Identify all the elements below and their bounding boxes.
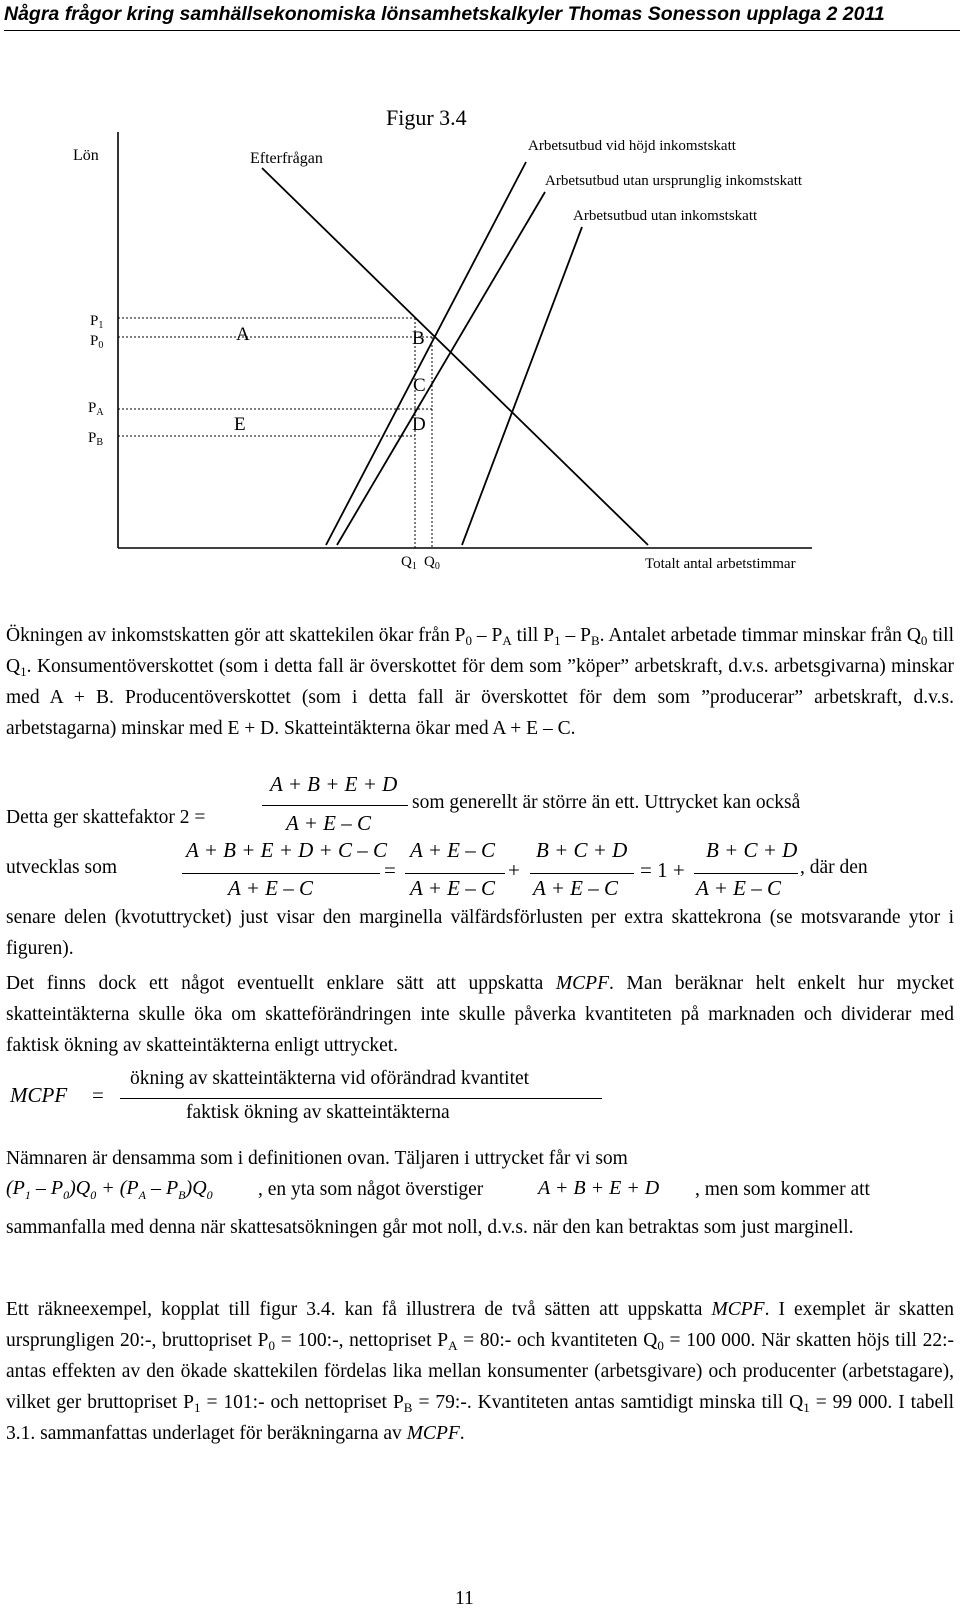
label-q0: $Q_0$ — [424, 554, 440, 572]
som-generellt-text: som generellt är större än ett. Uttrycket kan också — [412, 792, 801, 813]
f1-fraction-line — [262, 805, 408, 806]
supply-curve-no-tax — [462, 227, 582, 545]
supply-label-no-tax: Arbetsutbud utan inkomstskatt — [573, 208, 758, 224]
supply-label-raised-tax: Arbetsutbud vid höjd inkomstskatt — [528, 138, 736, 154]
paragraph-2: senare delen (kvotuttrycket) just visar den marginella välfärdsförlusten per extra skattekrona (se motsvarande ytor i figuren). — [6, 907, 954, 959]
f1-denominator: A + E – C — [286, 811, 371, 835]
expr-left: $(P_1 - P_0)Q_0 + (P_A - P_B)Q_0$ — [6, 1177, 213, 1202]
f3-plus: + — [508, 858, 520, 882]
f4-numerator: B + C + D — [536, 838, 628, 862]
paragraph-4-end: , men som kommer att — [695, 1179, 870, 1200]
label-pb: $P_B$ — [88, 430, 104, 448]
paragraph-3: Det finns dock ett något eventuellt enklare sätt att uppskatta MCPF. Man beräknar helt enkelt hur mycket skatteintäkterna skulle öka om skatteförändringen inte skulle påverka kvantiteten på marknaden och dividerar med faktisk ökning av skatteintäkterna enligt uttrycket. — [6, 973, 954, 1056]
mcpf-equals: = — [92, 1083, 104, 1107]
f3-numerator: A + E – C — [410, 838, 495, 862]
f3-fraction-line — [405, 873, 505, 874]
f3-denominator: A + E – C — [410, 876, 495, 900]
header-rule — [4, 30, 960, 31]
label-q1: $Q_1$ — [401, 554, 417, 572]
mcpf-denominator: faktisk ökning av skatteintäkterna — [186, 1102, 450, 1123]
x-axis-label: Totalt antal arbetstimmar — [645, 556, 796, 572]
paragraph-5: Ett räkneexempel, kopplat till figur 3.4. kan få illustrera de två sätten att uppskatta MCPF. I exemplet är skatten ursprungligen 20:-, bruttopriset $P_0$ = 100:-, nettopriset $P_A$ = 80:- och kvantiteten $Q_0 = 100$ 000. När skatten höjs till 22:- antas effekten av den ökade skattekilen fördelas lika mellan konsumenter (arbetsgivare) och producenter (arbetstagare), vilket ger bruttopriset $P_1$ = 101:- och nettopriset $P_B$ = 79:-. Kvantiteten antas samtidigt minska till $Q_1 = 99$ 000. I tabell 3.1. sammanfattas underlaget för beräkningarna av MCPF. — [6, 1299, 954, 1444]
mcpf-symbol: MCPF — [10, 1083, 68, 1107]
dar-den-text: , där den — [800, 857, 868, 878]
area-a: A — [236, 324, 250, 345]
label-p0: $P_0$ — [90, 333, 104, 351]
f1-numerator: A + B + E + D — [270, 772, 398, 796]
paragraph-4-line-1: Nämnaren är densamma som i definitionen ovan. Täljaren i uttrycket får vi som — [6, 1148, 628, 1169]
area-b: B — [412, 328, 425, 349]
demand-label: Efterfrågan — [250, 150, 323, 167]
paragraph-1: Ökningen av inkomstskatten gör att skattekilen ökar från $P_0 - P_A$ till $P_1 - P_B$. Antalet arbetade timmar minskar från $Q_0$ till $Q_1$. Konsumentöverskottet (som i detta fall är överskottet för dem som ”köper” arbetskraft, d.v.s. arbetsgivarna) minskar med A + B. Producentöverskottet (som i detta fall är överskottet för dem som ”producerar” arbetskraft, d.v.s. arbetstagarna) minskar med E + D. Skatteintäkterna ökar med A + E – C. — [6, 625, 954, 739]
f4-denominator: A + E – C — [533, 876, 618, 900]
y-axis-label: Lön — [73, 147, 99, 164]
f5-denominator: A + E – C — [696, 876, 781, 900]
supply-curve-original-tax — [337, 192, 545, 545]
demand-curve — [262, 168, 648, 545]
f5-fraction-line — [694, 873, 798, 874]
label-pa: $P_A$ — [88, 400, 104, 418]
header-title: Några frågor kring samhällsekonomiska lönsamhetskalkyler Thomas Sonesson upplaga 2 2011 — [4, 3, 885, 25]
f2-fraction-line — [182, 873, 380, 874]
f4-fraction-line — [530, 873, 634, 874]
running-header — [4, 0, 956, 32]
page-number: 11 — [455, 1588, 474, 1609]
paragraph-4-mid: , en yta som något överstiger — [258, 1179, 484, 1200]
detta-ger-text: Detta ger skattefaktor 2 = — [6, 807, 206, 828]
f2-denominator: A + E – C — [228, 876, 313, 900]
expr-right: A + B + E + D — [538, 1177, 660, 1199]
area-e: E — [234, 414, 246, 435]
area-c: C — [413, 375, 426, 396]
mcpf-fraction-line — [120, 1098, 602, 1099]
f2-numerator: A + B + E + D + C – C — [186, 838, 387, 862]
supply-label-original-tax: Arbetsutbud utan ursprunglig inkomstskatt — [545, 173, 803, 189]
label-p1: $P_1$ — [90, 313, 104, 331]
utvecklas-som-text: utvecklas som — [6, 857, 118, 878]
f4-equals-one-plus: = 1 + — [640, 858, 685, 882]
area-d: D — [412, 414, 426, 435]
figure-3-4 — [0, 40, 960, 585]
paragraph-4-rest: sammanfalla med denna när skattesatsökningen går mot noll, d.v.s. när den kan betraktas som just marginell. — [6, 1217, 854, 1238]
f5-numerator: B + C + D — [706, 838, 798, 862]
supply-curve-raised-tax — [326, 162, 526, 545]
f2-equals: = — [384, 858, 396, 882]
figure-caption: Figur 3.4 — [386, 105, 467, 130]
mcpf-numerator: ökning av skatteintäkterna vid oförändrad kvantitet — [130, 1068, 530, 1089]
